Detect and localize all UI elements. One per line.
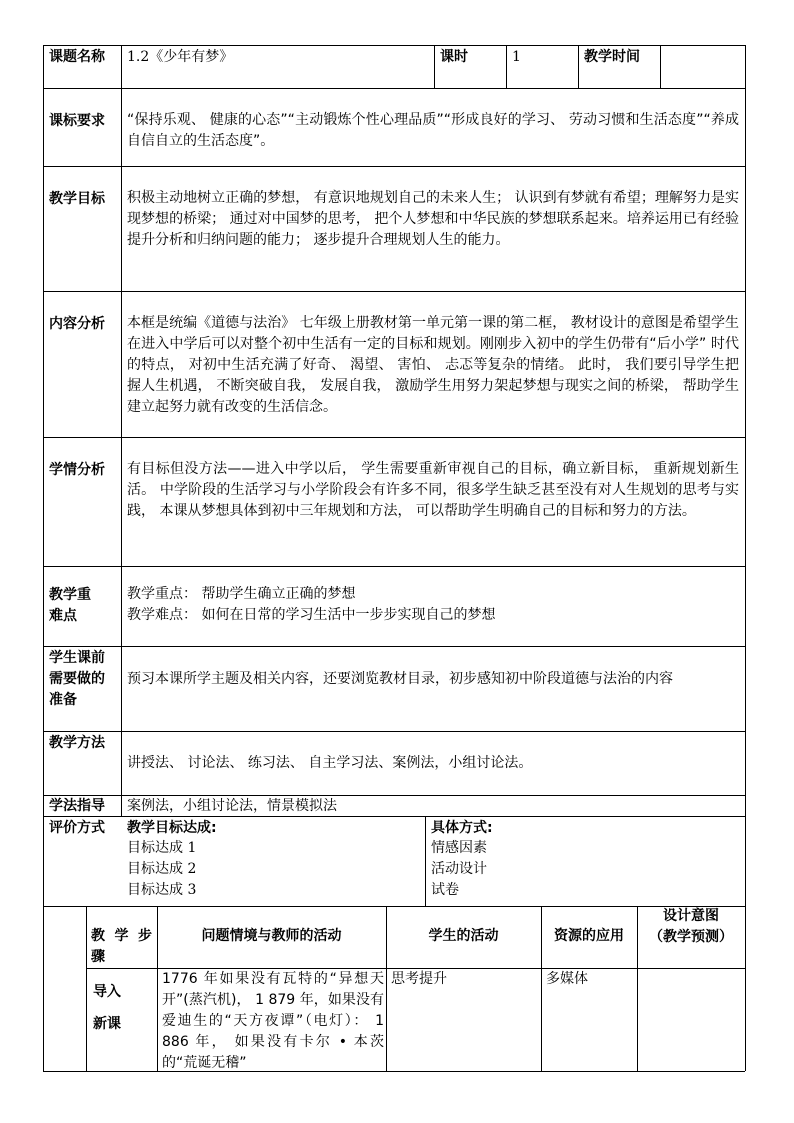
difficult-point-line: 教学难点： 如何在日常的学习生活中一步步实现自己的梦想 — [127, 607, 496, 623]
study-methods-label: 学法指导 — [49, 798, 105, 814]
label-column-divider — [121, 45, 122, 816]
key-point-line: 教学重点： 帮助学生确立正确的梦想 — [127, 586, 356, 602]
process-column-divider — [86, 906, 87, 1071]
objectives-content: 积极主动地树立正确的梦想， 有意识地规划自己的未来人生； 认识到有梦就有希望；理解努力是实现梦想的桥梁； 通过对中国梦的思考， 把个人梦想和中华民族的梦想联系起来。培养运用已有经验提升分析和归纳问题的能力； 逐步提升合理规划人生的能力。 — [127, 190, 739, 248]
row-divider — [43, 437, 745, 438]
time-label: 教学时间 — [584, 49, 640, 65]
process-header-design-1: 设计意图 — [663, 908, 719, 924]
topic-value: 1.2《少年有梦》 — [127, 49, 234, 65]
row-divider — [43, 566, 745, 567]
row-divider — [43, 88, 745, 89]
evaluation-right-item: 情感因素 — [431, 840, 487, 856]
evaluation-left-item: 目标达成 2 — [127, 861, 197, 877]
row-divider — [43, 291, 745, 292]
student-analysis-content: 有目标但没方法——进入中学以后， 学生需要重新审视自己的目标，确立新目标， 重新规划新生活。 中学阶段的生活学习与小学阶段会有许多不同，很多学生缺乏甚至没有对人生规划的思考与实践， 本课从梦想具体到初中三年规划和方法， 可以帮助学生明确自己的目标和努力的方法。 — [127, 461, 739, 519]
standard-content: “保持乐观、 健康的心态”“主动锻炼个性心理品质”“形成良好的学习、 劳动习惯和生活态度”“养成自信自立的生活态度”。 — [127, 112, 739, 149]
process-header-resource: 资源的应用 — [554, 928, 624, 944]
evaluation-right-item: 试卷 — [431, 882, 459, 898]
student-analysis-label: 学情分析 — [49, 462, 105, 478]
objectives-label: 教学目标 — [49, 191, 105, 207]
process-step-1: 导入 — [93, 984, 121, 1000]
evaluation-left-item: 目标达成 3 — [127, 882, 197, 898]
study-methods-content: 案例法，小组讨论法，情景模拟法 — [127, 798, 337, 814]
methods-label: 教学方法 — [49, 735, 105, 751]
evaluation-label: 评价方式 — [49, 820, 105, 836]
process-header-design-2: （教学预测） — [649, 929, 733, 945]
topic-label: 课题名称 — [49, 49, 105, 65]
table-border-bottom — [43, 1071, 745, 1072]
row-divider — [43, 646, 745, 647]
row-divider — [43, 166, 745, 167]
period-value: 1 — [512, 49, 521, 65]
period-label: 课时 — [440, 49, 468, 65]
methods-content: 讲授法、 讨论法、 练习法、 自主学习法、案例法，小组讨论法。 — [127, 755, 533, 771]
process-header-teacher: 问题情境与教师的活动 — [201, 928, 342, 944]
process-resource: 多媒体 — [546, 971, 588, 987]
preparation-content: 预习本课所学主题及相关内容，还要浏览教材目录，初步感知初中阶段道德与法治的内容 — [127, 671, 673, 687]
preparation-label-1: 学生课前 — [49, 650, 105, 666]
evaluation-right-title: 具体方式: — [431, 820, 493, 836]
header-divider — [506, 45, 507, 88]
evaluation-right-item: 活动设计 — [431, 861, 487, 877]
content-analysis-label: 内容分析 — [49, 316, 105, 332]
table-border-right — [745, 45, 746, 1071]
content-analysis-content: 本框是统编《道德与法治》 七年级上册教材第一单元第一课的第二框， 教材设计的意图是希望学生在进入中学后可以对整个初中生活有一定的目标和规划。刚刚步入初中的学生仍带有“后小学” 时代的特点， 对初中生活充满了好奇、 渴望、 害怕、 忐忑等复杂的情绪。 此时， 我们要引导学生把握人生机遇， 不断突破自我， 发展自我， 激励学生用努力架起梦想与现实之间的桥梁， 帮助学生建立起努力就有改变的生活信念。 — [127, 315, 739, 415]
process-step-2: 新课 — [93, 1016, 121, 1032]
key-points-label-1: 教学重 — [49, 587, 91, 603]
standard-label: 课标要求 — [49, 113, 105, 129]
row-divider — [43, 731, 745, 732]
process-student-activity: 思考提升 — [391, 971, 447, 987]
evaluation-left-item: 目标达成 1 — [127, 840, 197, 856]
key-points-label-2: 难点 — [49, 608, 77, 624]
preparation-label-3: 准备 — [49, 692, 77, 708]
header-divider — [660, 45, 661, 88]
header-divider — [434, 45, 435, 88]
preparation-label-2: 需要做的 — [49, 671, 105, 687]
evaluation-divider — [425, 816, 426, 906]
row-divider — [43, 816, 745, 817]
table-border-left — [43, 45, 44, 1071]
process-header-student: 学生的活动 — [428, 928, 499, 944]
evaluation-left-title: 教学目标达成: — [127, 820, 217, 836]
process-header-step: 教 学 步 骤 — [91, 928, 153, 965]
header-divider — [578, 45, 579, 88]
process-teacher-activity: 1776 年如果没有瓦特的“异想天开”(蒸汽机)， 1 879 年，如果没有爱迪生的“天方夜谭”（电灯）： 1 886 年， 如果没有卡尔 • 本茨的“荒诞无稽” — [162, 971, 384, 1071]
table-border-top — [43, 45, 745, 46]
